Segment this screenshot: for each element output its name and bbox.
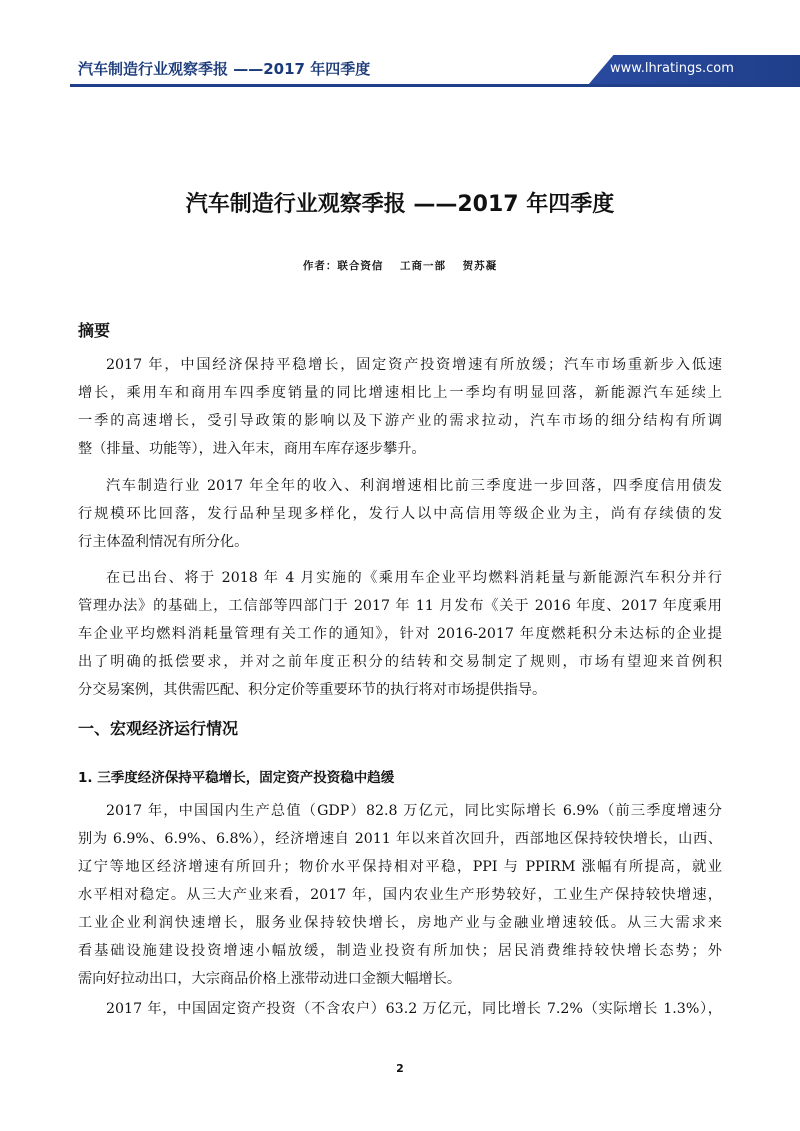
paragraph-line: 2017 年，中国国内生产总值（GDP）82.8 万亿元，同比实际增长 6.9%（前三季度增速分 [106,803,722,819]
paragraph-line: 整（排量、功能等），进入年末，商用车库存逐步攀升。 [78,441,426,457]
paragraph-line: 别为 6.9%、6.9%、6.8%），经济增速自 2011 年以来首次回升，西部地区保持较快增长，山西、 [78,831,722,847]
header-rule [70,84,800,87]
abstract-paragraph-3 [78,564,722,704]
paragraph-line: 行规模环比回落，发行品种呈现多样化，发行人以中高信用等级企业为主，尚有存续债的发 [78,506,722,522]
macro-heading: 一、宏观经济运行情况 [78,719,239,738]
paragraph-line: 看基础设施建设投资增速小幅放缓，制造业投资有所加快；居民消费维持较快增长态势；外 [78,943,722,959]
author-dept: 工商一部 [400,260,446,272]
paragraph-line: 辽宁等地区经济增速有所回升；物价水平保持相对平稳，PPI 与 PPIRM 涨幅有所提高，就业 [78,859,722,875]
running-header-title: 汽车制造行业观察季报 ——2017 年四季度 [78,60,371,78]
abstract-paragraph-1 [78,351,722,463]
author-label: 作者：联合资信 [302,260,384,272]
abstract-paragraph-2 [78,472,722,556]
paragraph-line: 需向好拉动出口，大宗商品价格上涨带动进口金额大幅增长。 [78,971,462,987]
header-url[interactable]: www.lhratings.com [610,61,734,76]
paragraph-line: 2017 年，中国固定资产投资（不含农户）63.2 万亿元，同比增长 7.2%（实际增长 1.3%）， [106,1001,722,1017]
macro-paragraph-2 [78,995,722,1023]
paragraph-line: 增长，乘用车和商用车四季度销量的同比增速相比上一季均有明显回落，新能源汽车延续上 [78,385,722,401]
paragraph-line: 一季的高速增长，受引导政策的影响以及下游产业的需求拉动，汽车市场的细分结构有所调 [78,413,722,429]
author-name: 贺苏凝 [462,260,498,272]
paragraph-line: 出了明确的抵偿要求，并对之前年度正积分的结转和交易制定了规则，市场有望迎来首例积 [78,654,722,670]
document-title: 汽车制造行业观察季报 ——2017 年四季度 [185,192,615,217]
paragraph-line: 行主体盈利情况有所分化。 [78,534,249,550]
paragraph-line: 分交易案例，其供需匹配、积分定价等重要环节的执行将对市场提供指导。 [78,682,547,698]
author-line [0,258,800,273]
paragraph-line: 管理办法》的基础上，工信部等四部门于 2017 年 11 月发布《关于 2016 年度、2017 年度乘用 [78,598,722,614]
macro-paragraph-1 [78,797,722,993]
page-number: 2 [396,1062,404,1075]
paragraph-line: 工业企业利润快速增长，服务业保持较快增长，房地产业与金融业增速较低。从三大需求来 [78,915,722,931]
abstract-heading: 摘要 [78,321,111,340]
paragraph-line: 水平相对稳定。从三大产业来看，2017 年，国内农业生产形势较好，工业生产保持较快增速， [78,887,722,903]
paragraph-line: 汽车制造行业 2017 年全年的收入、利润增速相比前三季度进一步回落，四季度信用债发 [106,478,722,494]
macro-subheading-1: 1. 三季度经济保持平稳增长，固定资产投资稳中趋缓 [78,770,395,786]
paragraph-line: 车企业平均燃料消耗量管理有关工作的通知》，针对 2016-2017 年度燃耗积分未达标的企业提 [78,626,722,642]
paragraph-line: 在已出台、将于 2018 年 4 月实施的《乘用车企业平均燃料消耗量与新能源汽车积分并行 [106,570,722,586]
paragraph-line: 2017 年，中国经济保持平稳增长，固定资产投资增速有所放缓；汽车市场重新步入低速 [106,357,722,373]
